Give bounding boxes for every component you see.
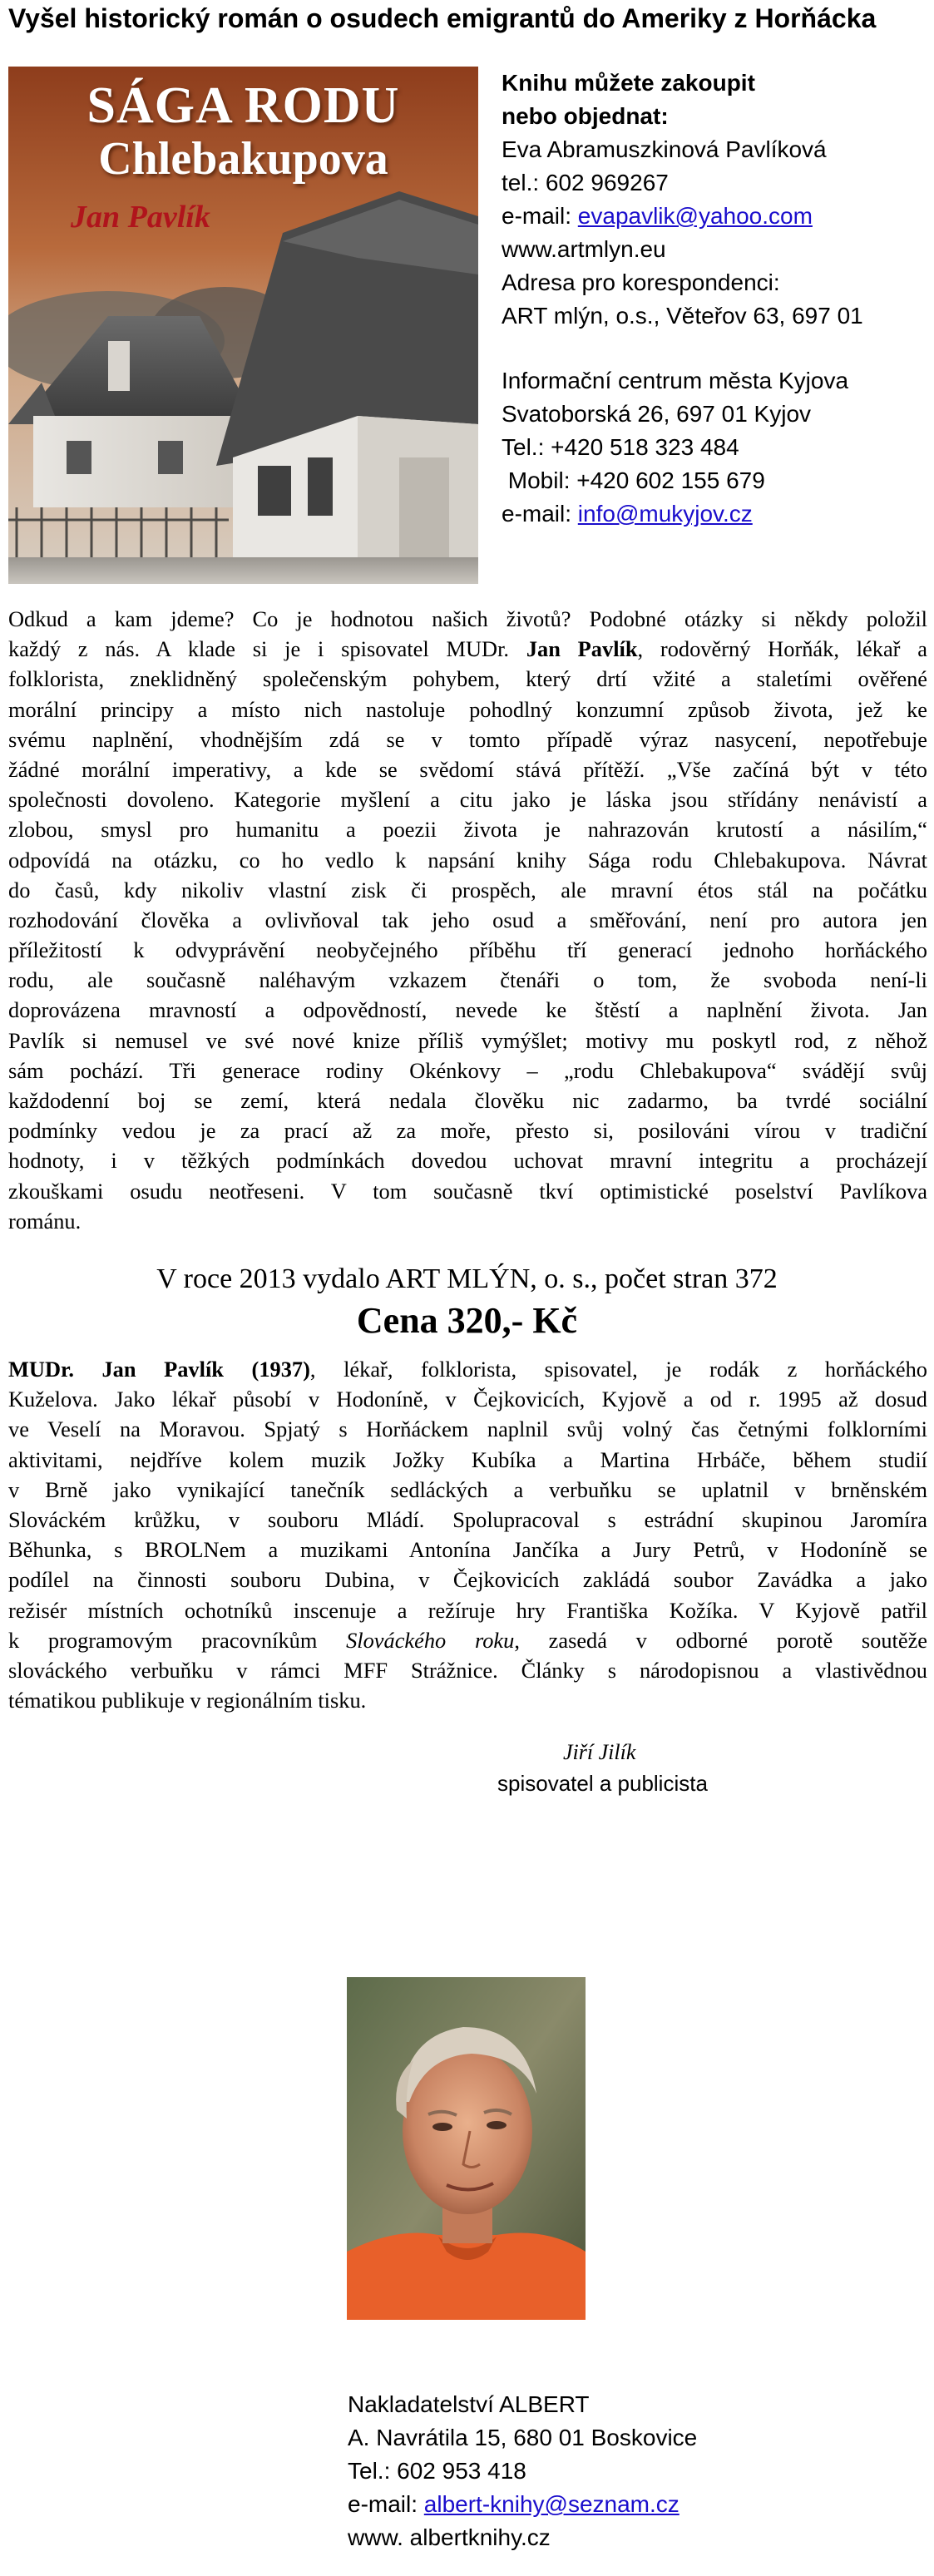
bio-line: podílel na činnosti souboru Dubina, v Čejkovicích zakládá soubor Zavádka a jako <box>8 1567 927 1593</box>
paragraph-line: Odkud a kam jdeme? Co je hodnotou našich životů? Podobné otázky si někdy položil <box>8 606 927 631</box>
contact-email-row <box>502 200 926 233</box>
info-center-street: Svatoborská 26, 697 01 Kyjov <box>502 401 812 427</box>
bio-line-text: , zasedá v odborné porotě soutěže <box>514 1627 927 1653</box>
contact-address: ART mlýn, o.s., Věteřov 63, 697 01 <box>502 303 863 329</box>
contact-address-label: Adresa pro korespondenci: <box>502 269 780 295</box>
signature-role: spisovatel a publicista <box>497 1771 708 1796</box>
paragraph-line: sám pochází. Tři generace rodiny Okénkovy – „rodu Chlebakupova“ svádějí svůj <box>8 1057 927 1083</box>
info-center-email-label: e-mail: <box>502 501 578 527</box>
bio-author-name: MUDr. Jan Pavlík (1937) <box>8 1357 310 1382</box>
info-center-email-row <box>502 497 926 531</box>
bio-line: slováckého verbuňku v rámci MFF Strážnice. Články s národopisnou a vlastivědnou <box>8 1657 927 1683</box>
portrait-illustration <box>347 1977 586 2320</box>
buy-line-2: nebo objednat: <box>502 103 669 129</box>
book-cover-image <box>8 67 478 584</box>
bio-italic-title: Slováckého roku <box>346 1627 515 1653</box>
main-paragraph <box>8 604 927 1236</box>
bio-line <box>8 1354 927 1384</box>
publisher-web: www. albertknihy.cz <box>348 2524 551 2550</box>
bio-line: tématikou publikuje v regionálním tisku. <box>8 1688 367 1713</box>
paragraph-line: hodnoty, i v těžkých podmínkách dovedou uchovat mravní integritu a procházejí <box>8 1148 927 1174</box>
paragraph-line: žádné morální imperativy, a kde se svědomí stává přítěží. „Vše začíná být v této <box>8 756 927 782</box>
paragraph-line: románu. <box>8 1208 82 1234</box>
info-center-mobile: Mobil: +420 602 155 679 <box>502 467 765 493</box>
bio-line: aktivitami, nejdříve kolem muzik Jožky Kubíka a Martina Hrbáče, během studií <box>8 1446 927 1472</box>
cover-title-line2: Chlebakupova <box>98 133 388 185</box>
bio-line: ve Veselí na Moravou. Spjatý s Horňáckem naplnil svůj volný čas četnými folklorními <box>8 1417 927 1442</box>
author-portrait-image <box>347 1977 586 2320</box>
publisher-tel: Tel.: 602 953 418 <box>348 2458 526 2484</box>
signature-name: Jiří Jilík <box>563 1740 636 1764</box>
contact-email-link[interactable]: evapavlik@yahoo.com <box>577 203 813 229</box>
bio-line-text: , lékař, folklorista, spisovatel, je rodák z horňáckého <box>309 1357 927 1382</box>
paragraph-line: zkouškami osudu neotřeseni. V tom současně tkví optimistické poselství Pavlíkova <box>8 1178 927 1204</box>
paragraph-line: společnosti dovoleno. Kategorie myšlení a citu jako je láska jsou střídány nenávistí a <box>8 787 927 813</box>
bio-line <box>8 1625 927 1655</box>
price: Cena 320,- Kč <box>356 1300 578 1341</box>
contact-block <box>502 67 926 531</box>
paragraph-line <box>8 634 927 664</box>
publisher-email-row <box>348 2488 930 2521</box>
bio-line: v Brně jako vynikající tanečník sedláckých a verbuňku se uplatnil v brněnském <box>8 1476 927 1502</box>
paragraph-line: každodenní boj se zemí, která nedala člověku nic zadarmo, ba tvrdé sociální <box>8 1088 927 1113</box>
paragraph-line: folklorista, zneklidněný společenským pohybem, který drtí vžité a staletími ověřené <box>8 666 927 692</box>
cover-title-line1: SÁGA RODU <box>86 77 400 134</box>
paragraph-line-text: každý z nás. A klade si je i spisovatel MUDr. <box>8 636 526 662</box>
bio-line: režisér místních ochotníků inscenuje a režíruje hry Františka Kožíka. V Kyjově patřil <box>8 1597 927 1623</box>
paragraph-line: Pavlík si nemusel ve své nové knize příliš vymýšlet; motivy mu poskytl rod, z něhož <box>8 1027 927 1053</box>
paragraph-line: příležitostí k odvyprávění neobyčejného příběhu tří generací jednoho horňáckého <box>8 937 927 963</box>
publisher-email-link[interactable]: albert-knihy@seznam.cz <box>423 2491 679 2517</box>
info-center-name: Informační centrum města Kyjova <box>502 368 849 393</box>
paragraph-line: odpovídá na otázku, co ho vedlo k napsání knihy Sága rodu Chlebakupova. Návrat <box>8 847 927 873</box>
author-bio <box>8 1354 927 1715</box>
publisher-email-label: e-mail: <box>348 2491 424 2517</box>
cover-author: Jan Pavlík <box>71 200 210 235</box>
info-center-email-link[interactable]: info@mukyjov.cz <box>577 501 753 527</box>
publisher-name: Nakladatelství ALBERT <box>348 2391 590 2417</box>
contact-email-label: e-mail: <box>502 203 578 229</box>
paragraph-line: zlobou, smysl pro humanitu a poezii života je nahrazován krutostí a násilím,“ <box>8 817 927 843</box>
paragraph-line: rodu, ale současně naléhavým vzkazem čtenáři o tom, že svoboda není-li <box>8 967 927 993</box>
bio-line-text: k programovým pracovníkům <box>8 1627 347 1653</box>
publisher-block <box>348 2388 930 2554</box>
contact-phone: tel.: 602 969267 <box>502 170 669 195</box>
contact-web: www.artmlyn.eu <box>502 236 666 262</box>
paragraph-line-text: , rodověrný Horňák, lékař a <box>637 636 927 662</box>
contact-gap <box>502 333 926 364</box>
publisher-address: A. Navrátila 15, 680 01 Boskovice <box>348 2425 698 2450</box>
contact-name: Eva Abramuszkinová Pavlíková <box>502 136 827 162</box>
paragraph-line: svému naplnění, vhodnějším zdá se v tomto případě výraz nasycení, nepotřebuje <box>8 726 927 752</box>
paragraph-author-name: Jan Pavlík <box>526 636 638 662</box>
info-center-tel: Tel.: +420 518 323 484 <box>502 434 739 460</box>
paragraph-line: podmínky vedou je za prací až za moře, přesto si, posilováni vírou v tradiční <box>8 1118 927 1144</box>
publication-info: V roce 2013 vydalo ART MLÝN, o. s., počet stran 372 <box>156 1263 778 1294</box>
paragraph-line: do časů, kdy nikoliv vlastní zisk či prospěch, ale mravní étos stál na počátku <box>8 877 927 902</box>
buy-line-1: Knihu můžete zakoupit <box>502 70 755 96</box>
bio-line: Slováckém krůžku, v souboru Mládí. Spolupracoval s estrádní skupinou Jaromíra <box>8 1506 927 1532</box>
paragraph-line: rozhodování člověka a ovlivňoval tak jeho osud a směřování, není pro autora jen <box>8 907 927 932</box>
paragraph-line: morální principy a místo nich nastoluje pohodlný konzumní způsob života, jež ke <box>8 696 927 722</box>
bio-line: Kuželova. Jako lékař působí v Hodoníně, v Čejkovicích, Kyjově a od r. 1995 až dosud <box>8 1387 927 1412</box>
headline: Vyšel historický román o osudech emigrantů do Ameriky z Horňácka <box>8 3 877 33</box>
bio-line: Běhunka, s BROLNem a muzikami Antonína Jančíka a Jury Petrů, v Hodoníně se <box>8 1537 927 1563</box>
paragraph-line: doprovázena mravností a odpovědností, nevede ke štěstí a naplnění života. Jan <box>8 997 927 1023</box>
